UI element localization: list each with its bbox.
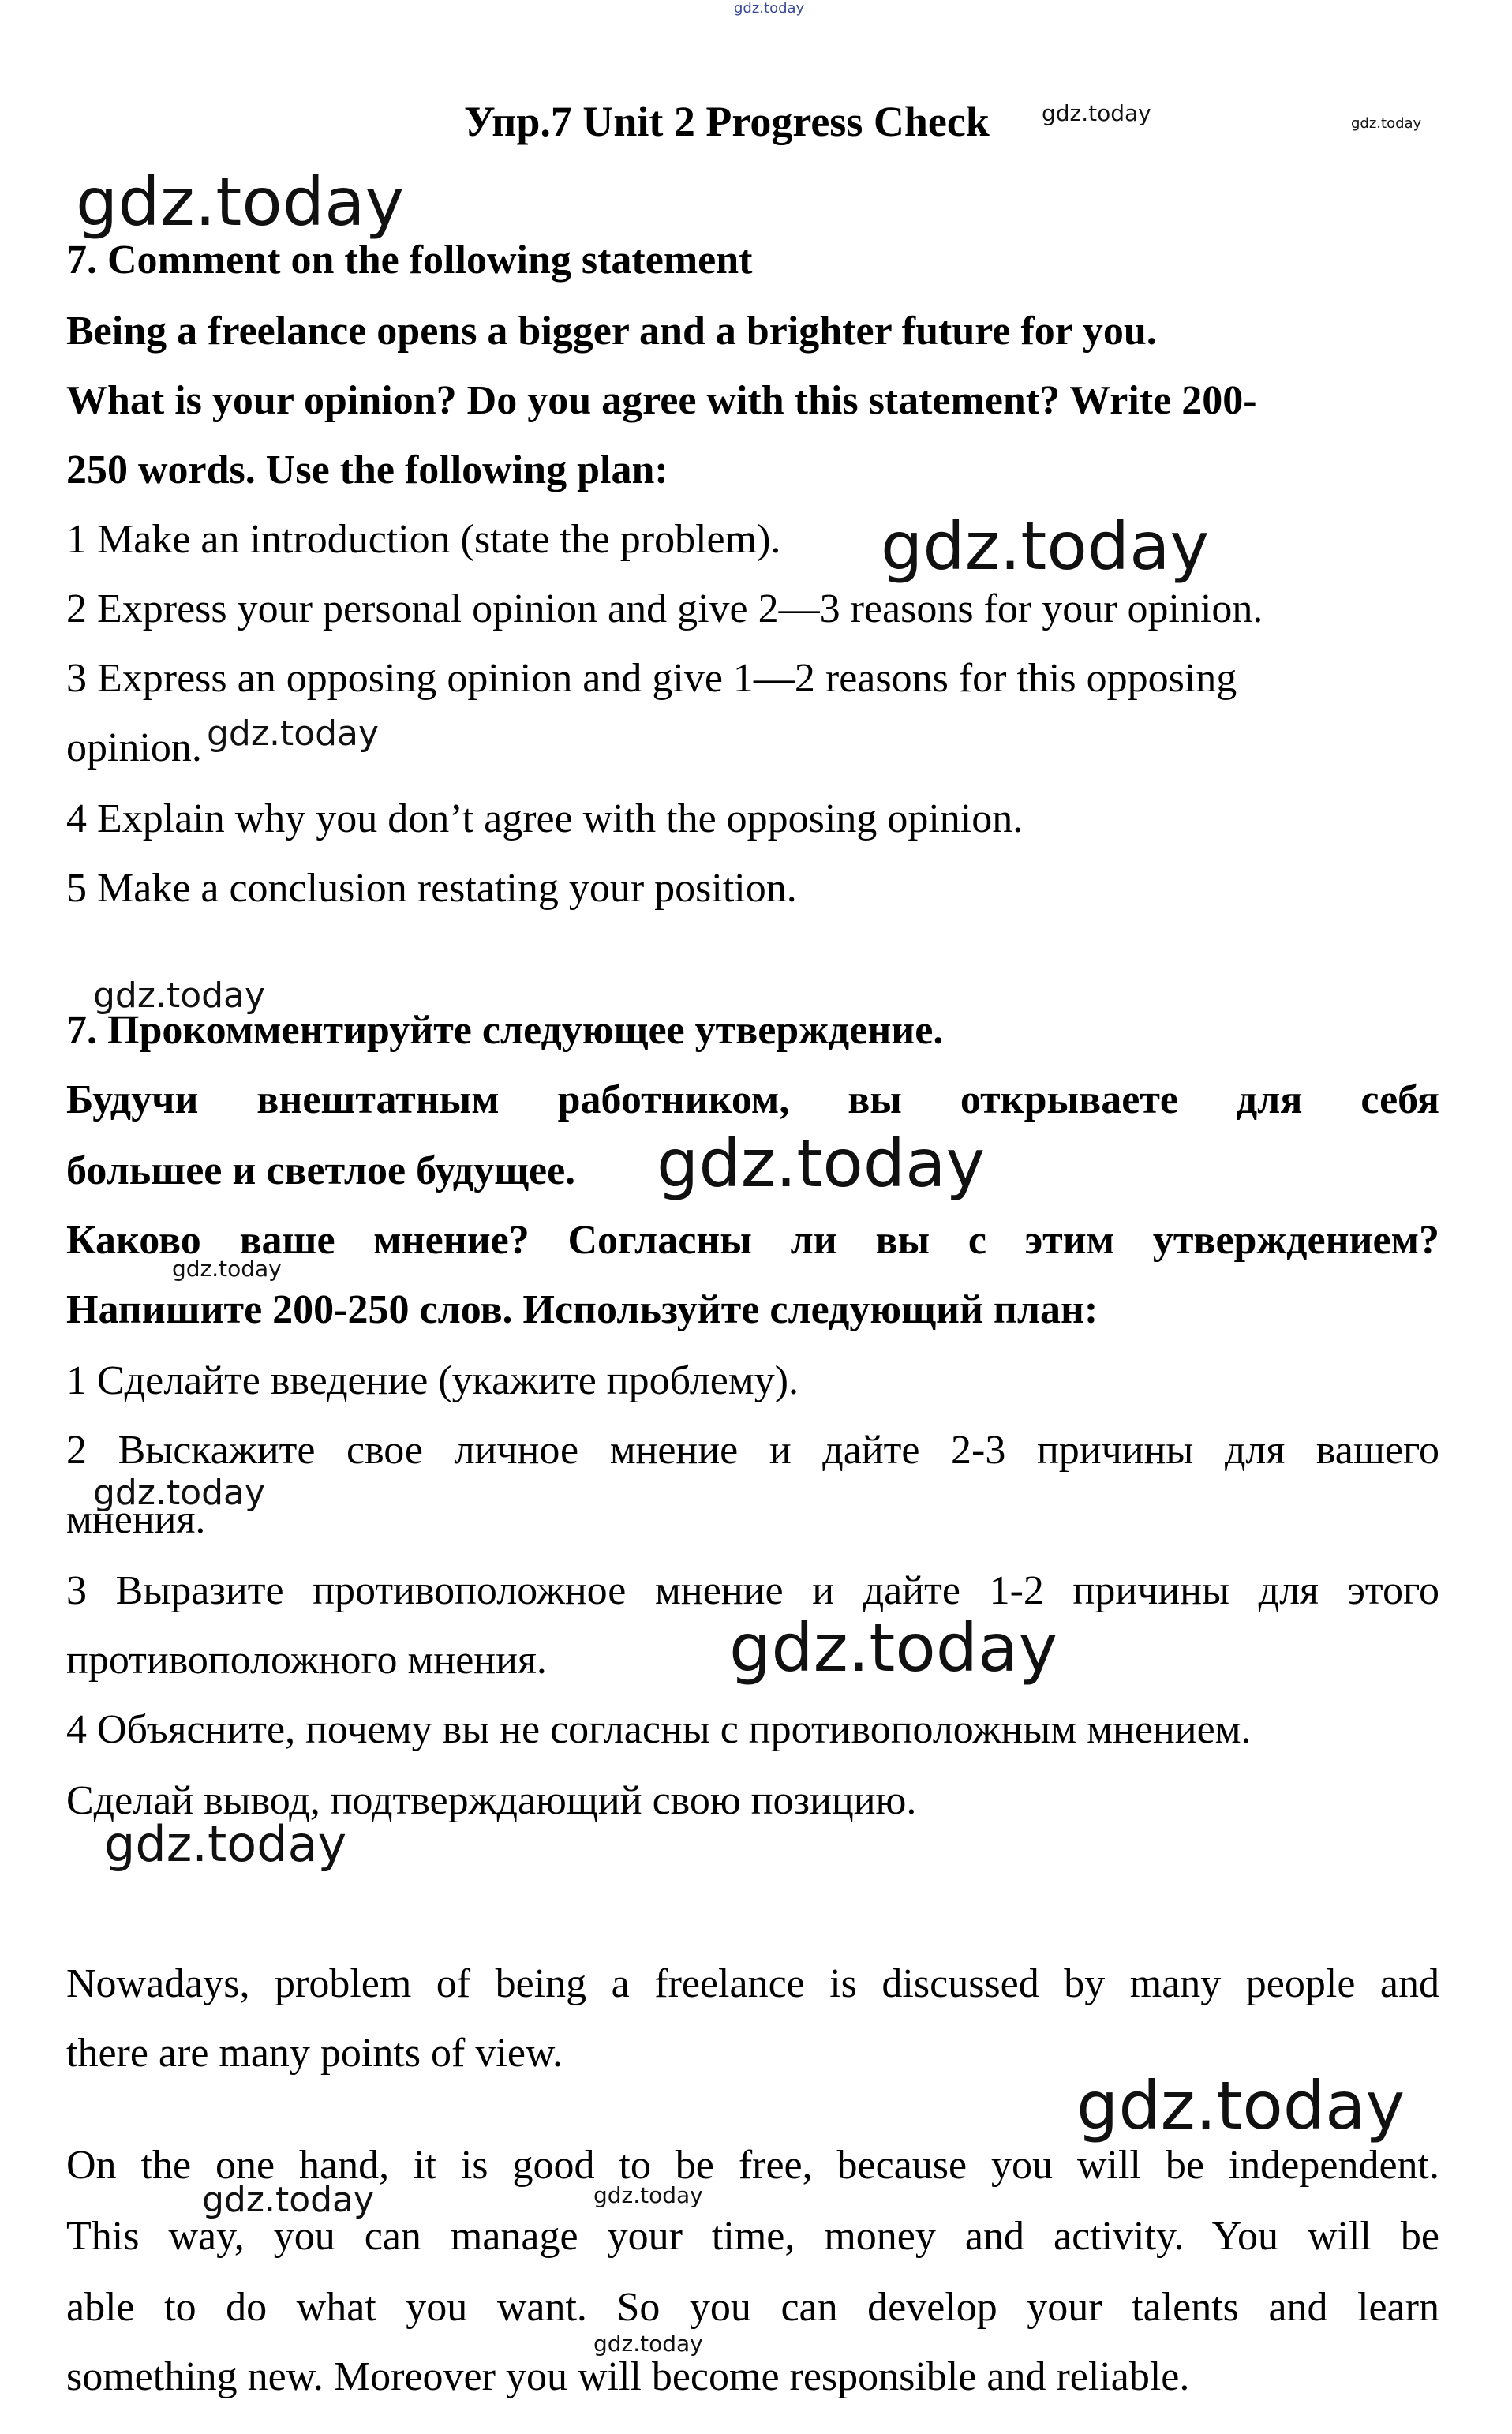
plan-item: 5 Make a conclusion restating your position. (66, 866, 797, 911)
answer-paragraph: there are many points of view. (66, 2031, 563, 2076)
watermark: gdz.today (593, 2182, 703, 2208)
watermark: gdz.today (207, 713, 380, 754)
answer-paragraph: On the one hand, it is good to be free, because you will be independent. (66, 2143, 1439, 2188)
english-task-statement: Being a freelance opens a bigger and a brighter future for you. (66, 309, 1157, 354)
russian-task-heading: 7. Прокомментируйте следующее утверждение. (66, 1008, 944, 1053)
plan-item: 4 Explain why you don’t agree with the opposing opinion. (66, 796, 1024, 841)
russian-task-statement: Будучи внештатным работником, вы открываете для себя (66, 1077, 1439, 1122)
answer-paragraph: Nowadays, problem of being a freelance is discussed by many people and (66, 1961, 1439, 2006)
watermark: gdz.today (1076, 2067, 1405, 2144)
watermark: gdz.today (172, 1256, 282, 1282)
watermark: gdz.today (593, 2331, 703, 2357)
plan-item: 3 Express an opposing opinion and give 1—2 reasons for this opposing (66, 656, 1237, 701)
watermark: gdz.today (93, 1473, 266, 1513)
watermark: gdz.today (93, 975, 266, 1016)
plan-item: Сделай вывод, подтверждающий свою позицию. (66, 1778, 917, 1823)
watermark: gdz.today (1042, 100, 1151, 126)
answer-paragraph: able to do what you want. So you can develop your talents and learn (66, 2285, 1439, 2330)
watermark: gdz.today (1351, 115, 1422, 132)
plan-item: мнения. (66, 1497, 206, 1542)
plan-item: 2 Express your personal opinion and give 2—3 reasons for your opinion. (66, 586, 1263, 631)
russian-task-question: Напишите 200-250 слов. Используйте следующий план: (66, 1287, 1098, 1332)
plan-item: противоположного мнения. (66, 1638, 547, 1683)
watermark: gdz.today (881, 507, 1210, 585)
watermark: gdz.today (734, 0, 805, 17)
watermark: gdz.today (76, 163, 405, 241)
plan-item: 1 Make an introduction (state the problem). (66, 517, 781, 562)
plan-item: 4 Объясните, почему вы не согласны с противоположным мнением. (66, 1707, 1252, 1752)
russian-task-question: Каково ваше мнение? Согласны ли вы с этим утверждением? (66, 1218, 1439, 1263)
plan-item: 1 Сделайте введение (укажите проблему). (66, 1358, 799, 1403)
watermark: gdz.today (202, 2180, 375, 2220)
plan-item: opinion. (66, 725, 202, 770)
watermark: gdz.today (729, 1609, 1058, 1687)
watermark: gdz.today (657, 1125, 986, 1202)
plan-item: 3 Выразите противоположное мнение и дайте 1-2 причины для этого (66, 1568, 1439, 1613)
english-task-question: What is your opinion? Do you agree with this statement? Write 200- (66, 378, 1257, 423)
answer-paragraph: something new. Moreover you will become responsible and reliable. (66, 2354, 1190, 2399)
page-title: Упр.7 Unit 2 Progress Check (464, 98, 990, 145)
answer-paragraph: This way, you can manage your time, money and activity. You will be (66, 2214, 1439, 2259)
watermark: gdz.today (104, 1815, 347, 1873)
english-task-heading: 7. Comment on the following statement (66, 238, 753, 283)
english-task-question: 250 words. Use the following plan: (66, 447, 668, 492)
plan-item: 2 Выскажите свое личное мнение и дайте 2-3 причины для вашего (66, 1428, 1439, 1473)
russian-task-statement: большее и светлое будущее. (66, 1148, 576, 1193)
